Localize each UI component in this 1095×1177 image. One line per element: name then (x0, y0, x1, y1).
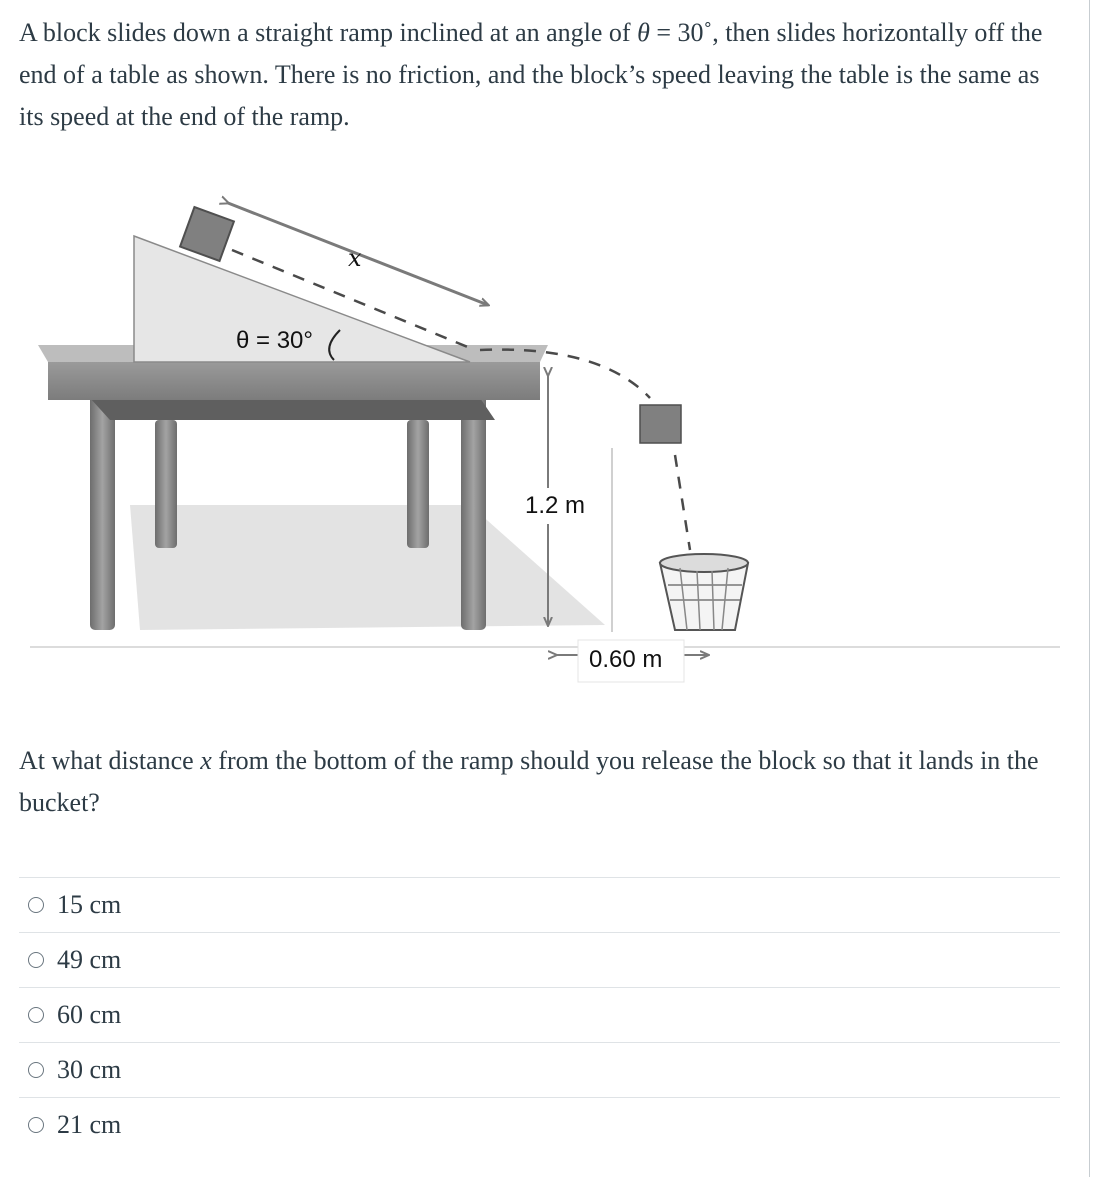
answer-label: 15 cm (57, 890, 122, 919)
block-in-flight (640, 405, 681, 443)
distance-label: 0.60 m (589, 646, 663, 673)
bucket (660, 554, 748, 630)
fall-dashes (675, 455, 690, 550)
answer-label: 60 cm (57, 1000, 122, 1029)
ramp-diagram (0, 170, 1095, 710)
radio-button[interactable] (28, 1062, 44, 1078)
answer-option[interactable] (19, 1042, 1060, 1097)
question-text: A block slides down a straight ramp inclined at an angle of θ = 30˚, then slides horizontally off the end of a table as shown. There is no friction, and the block’s speed leaving the table is the same as its speed at the end of the ramp. (19, 18, 1043, 131)
answer-label: 49 cm (57, 945, 122, 974)
answer-option[interactable] (19, 1097, 1060, 1152)
answer-option[interactable] (19, 877, 1060, 932)
answer-label: 21 cm (57, 1110, 122, 1139)
answer-option[interactable] (19, 932, 1060, 987)
answer-option[interactable] (19, 987, 1060, 1042)
radio-button[interactable] (28, 1117, 44, 1133)
block-on-ramp (180, 207, 234, 261)
sub-question-text: At what distance x from the bottom of the ramp should you release the block so that it lands in the bucket? (19, 746, 1039, 817)
answer-list (19, 877, 1060, 1152)
answer-label: 30 cm (57, 1055, 122, 1084)
angle-label: θ = 30° (236, 327, 313, 354)
radio-button[interactable] (28, 952, 44, 968)
x-label: x (348, 244, 362, 272)
height-label: 1.2 m (525, 492, 586, 519)
radio-button[interactable] (28, 897, 44, 913)
radio-button[interactable] (28, 1007, 44, 1023)
ramp-table-figure (0, 170, 1095, 710)
